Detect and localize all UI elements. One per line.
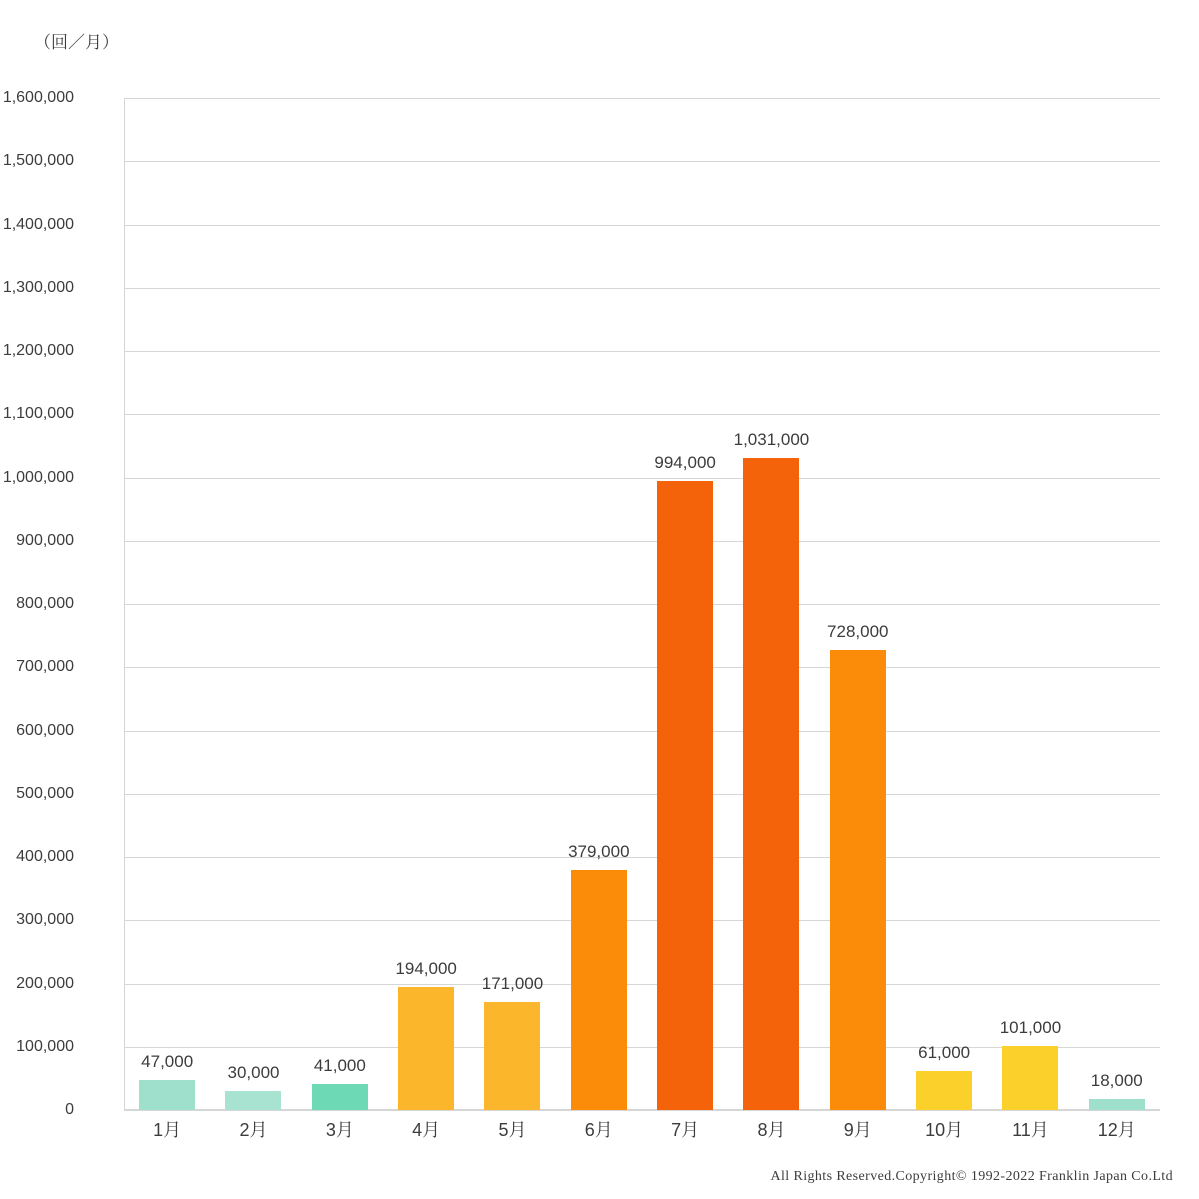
x-axis-tick-label: 5月 bbox=[498, 1120, 527, 1140]
x-axis-tick-label: 7月 bbox=[671, 1120, 700, 1140]
bar[interactable] bbox=[568, 842, 630, 1110]
y-axis-tick-label: 0 bbox=[65, 1101, 74, 1118]
y-axis-tick-label: 700,000 bbox=[16, 658, 74, 676]
bar[interactable] bbox=[225, 1063, 281, 1110]
bar[interactable] bbox=[395, 959, 457, 1110]
bar[interactable] bbox=[827, 621, 889, 1110]
bar-slot bbox=[987, 98, 1073, 1110]
y-axis-tick-label: 1,300,000 bbox=[2, 278, 74, 296]
y-axis-tick-label: 1,400,000 bbox=[2, 215, 74, 233]
y-axis-tick-label: 1,000,000 bbox=[2, 468, 74, 486]
y-axis-tick-label: 600,000 bbox=[16, 721, 74, 739]
y-axis-tick-label: 1,200,000 bbox=[2, 342, 74, 359]
bar-value-label: 994,000 bbox=[654, 453, 716, 473]
bar-slot bbox=[383, 98, 469, 1110]
y-axis-tick-label: 800,000 bbox=[16, 595, 74, 612]
bar-slot bbox=[124, 98, 210, 1110]
bar-slot bbox=[815, 98, 901, 1110]
bar-value-label: 728,000 bbox=[827, 621, 889, 641]
bar-slot bbox=[728, 98, 814, 1110]
bar-slot bbox=[469, 98, 555, 1110]
bar-value-label: 47,000 bbox=[141, 1052, 194, 1072]
y-axis-tick-label: 400,000 bbox=[16, 848, 74, 865]
copyright-footer: All Rights Reserved.Copyright© 1992-2022 Franklin Japan Co.Ltd bbox=[770, 1169, 1173, 1184]
bar-value-label: 61,000 bbox=[918, 1043, 971, 1063]
y-axis-tick-label: 1,100,000 bbox=[2, 405, 74, 423]
bar[interactable] bbox=[481, 973, 544, 1110]
y-axis-tick-label: 500,000 bbox=[16, 784, 74, 802]
bar[interactable] bbox=[916, 1043, 972, 1110]
bar-value-label: 1,031,000 bbox=[733, 429, 810, 449]
bar-slot bbox=[210, 98, 296, 1110]
bar[interactable] bbox=[654, 453, 716, 1110]
y-axis-tick-label: 200,000 bbox=[16, 974, 74, 992]
y-axis-tick-label: 300,000 bbox=[16, 911, 74, 929]
x-axis-tick-label: 10月 bbox=[925, 1120, 964, 1140]
bar[interactable] bbox=[999, 1018, 1062, 1110]
plot-area bbox=[2, 89, 1160, 1118]
x-axis-tick-label: 4月 bbox=[412, 1120, 441, 1140]
x-axis-tick-label: 1月 bbox=[153, 1120, 182, 1140]
bar-value-label: 18,000 bbox=[1090, 1070, 1143, 1090]
y-axis-unit-label: （回／月） bbox=[34, 33, 119, 52]
x-axis-tick-label: 9月 bbox=[843, 1120, 872, 1140]
y-axis-tick-label: 1,600,000 bbox=[2, 89, 74, 106]
x-axis-tick-labels bbox=[124, 1116, 1160, 1142]
x-axis-tick-label: 12月 bbox=[1097, 1120, 1136, 1140]
bar[interactable] bbox=[139, 1052, 195, 1110]
bar-slot bbox=[556, 98, 642, 1110]
bar-value-label: 101,000 bbox=[999, 1018, 1062, 1038]
bar-value-label: 30,000 bbox=[227, 1063, 280, 1083]
bar-slot bbox=[297, 98, 383, 1110]
bar-slot bbox=[901, 98, 987, 1110]
y-axis-tick-label: 100,000 bbox=[16, 1037, 74, 1055]
bar[interactable] bbox=[312, 1056, 368, 1110]
y-axis-tick-label: 900,000 bbox=[16, 531, 74, 549]
x-axis-tick-label: 6月 bbox=[584, 1120, 613, 1140]
gridline bbox=[124, 1110, 1160, 1111]
bar-value-label: 194,000 bbox=[395, 959, 457, 979]
bar[interactable] bbox=[733, 429, 810, 1110]
x-axis-tick-label: 3月 bbox=[325, 1120, 354, 1140]
y-axis-tick-label: 1,500,000 bbox=[2, 152, 74, 170]
x-axis-tick-label: 11月 bbox=[1012, 1120, 1049, 1140]
bar[interactable] bbox=[1089, 1070, 1145, 1110]
bar-value-label: 171,000 bbox=[481, 973, 544, 993]
x-axis-tick-label: 8月 bbox=[757, 1120, 786, 1140]
bar-value-label: 41,000 bbox=[313, 1056, 366, 1076]
bar-slot bbox=[642, 98, 728, 1110]
bar-value-label: 379,000 bbox=[568, 842, 630, 862]
x-axis-tick-label: 2月 bbox=[239, 1120, 268, 1140]
bar-slot bbox=[1074, 98, 1160, 1110]
bar-series bbox=[124, 98, 1160, 1110]
